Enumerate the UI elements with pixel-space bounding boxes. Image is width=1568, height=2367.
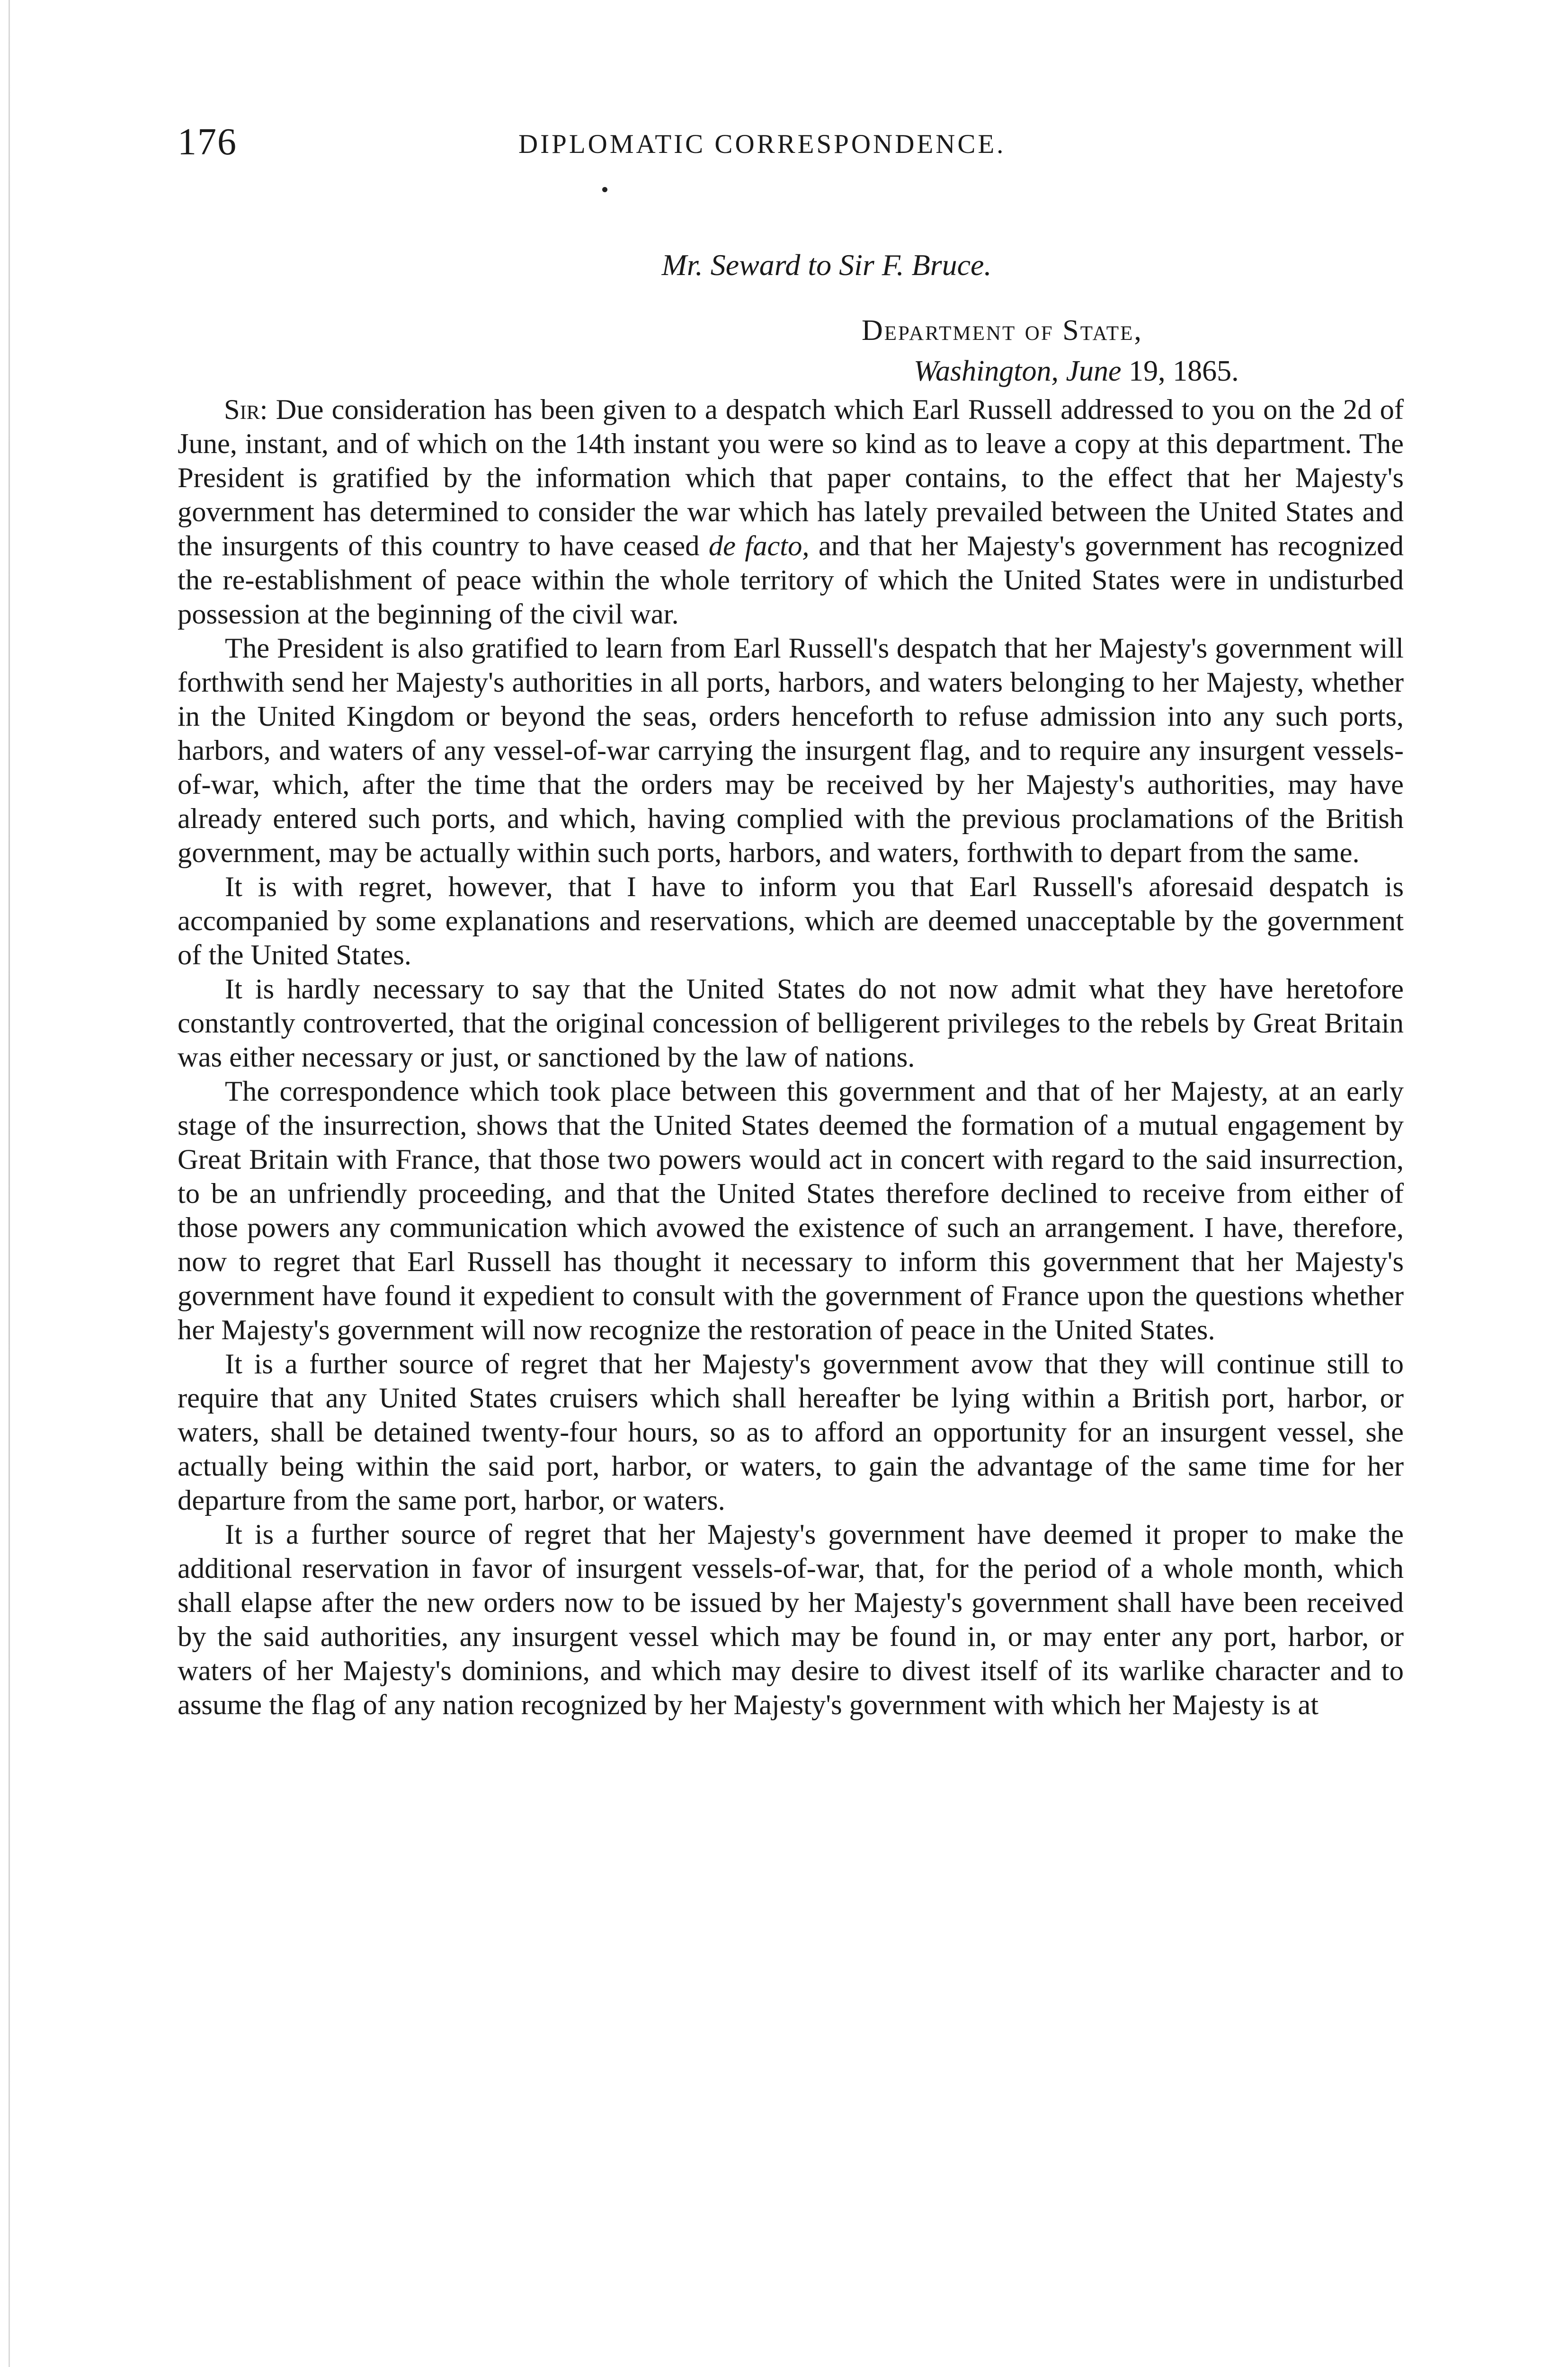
scan-margin-edge [9,0,10,2367]
dateline-date [914,351,1397,392]
paragraph-4: It is hardly necessary to say that the United States do not now admit what they have heretofore constantly controverted, that the original concession of belligerent privileges to the rebels by Great Britain was either necessary or just, or sanctioned by the law of nations. [178,973,1404,1073]
date-city: Washington, June [914,355,1122,387]
paragraph-1-end: and that her Majesty's government has recognized the re-establishment of peace within the whole territory of which the United States were in undisturbed possession at the beginning of the civil war. [178,530,1404,630]
page-number: 176 [178,121,237,163]
page-header [178,118,1408,175]
dateline-place: Department of State, [862,314,1143,347]
dateline [829,310,1397,392]
stray-ink-dot [602,187,607,192]
paragraph-1 [178,393,1404,632]
paragraph-1-italic: de facto, [708,530,810,562]
paragraph-6: It is a further source of regret that her Majesty's government avow that they will continue still to require that any United States cruisers which shall hereafter be lying within a British port, harbor, or waters, shall be detained twenty-four hours, so as to afford an opportunity for an insurgent vessel, she actually being within the said port, harbor, or waters, to gain the advantage of the same time for her departure from the same port, harbor, or waters. [178,1348,1404,1516]
paragraph-1-text: : Due consideration has been given to a despatch which Earl Russell addressed to you on the 2d of June, instant, and of which on the 14th instant you were so kind as to leave a copy at this department. The President is gratified by the information which that paper contains, to the effect that her Majesty's government has determined to consider the war which has lately prevailed between the United States and the insurgents of this country to have ceased [178,394,1404,562]
paragraph-5: The correspondence which took place between this government and that of her Majesty, at an early stage of the insurrection, shows that the United States deemed the formation of a mutual engagement by Great Britain with France, that those two powers would act in concert with regard to the said insurrection, to be an unfriendly proceeding, and that the United States therefore declined to receive from either of those powers any communication which avowed the existence of such an arrangement. I have, therefore, now to regret that Earl Russell has thought it necessary to inform this government that her Majesty's government have found it expedient to consult with the government of France upon the questions whether her Majesty's government will now recognize the restoration of peace in the United States. [178,1076,1404,1346]
paragraph-2: The President is also gratified to learn from Earl Russell's despatch that her Majesty's government will forthwith send her Majesty's authorities in all ports, harbors, and waters belonging to her Majesty, whether in the United Kingdom or beyond the seas, orders henceforth to refuse admission into any such ports, harbors, and waters of any vessel-of-war carrying the insurgent flag, and to require any insurgent vessels-of-war, which, after the time that the orders may be received by her Majesty's authorities, may have already entered such ports, and which, having complied with the previous proclamations of the British government, may be actually within such ports, harbors, and waters, forthwith to depart from the same. [178,632,1404,869]
paragraph-7: It is a further source of regret that her Majesty's government have deemed it proper to make the additional reservation in favor of insurgent vessels-of-war, that, for the period of a whole month, which shall elapse after the new orders now to be issued by her Majesty's government shall have been received by the said authorities, any insurgent vessel which may be found in, or may enter any port, harbor, or waters of her Majesty's dominions, and which may desire to divest itself of its warlike character and to assume the flag of any nation recognized by her Majesty's government with which her Majesty is at [178,1519,1404,1721]
paragraph-3: It is with regret, however, that I have to inform you that Earl Russell's aforesaid despatch is accompanied by some explanations and reservations, which are deemed unacceptable by the government of the United States. [178,871,1404,971]
letter-title: Mr. Seward to Sir F. Bruce. [661,248,992,282]
running-head: DIPLOMATIC CORRESPONDENCE. [518,129,1006,159]
salutation: Sir [224,394,260,426]
letter-body [178,393,1404,1722]
date-year: 19, 1865. [1121,355,1239,387]
